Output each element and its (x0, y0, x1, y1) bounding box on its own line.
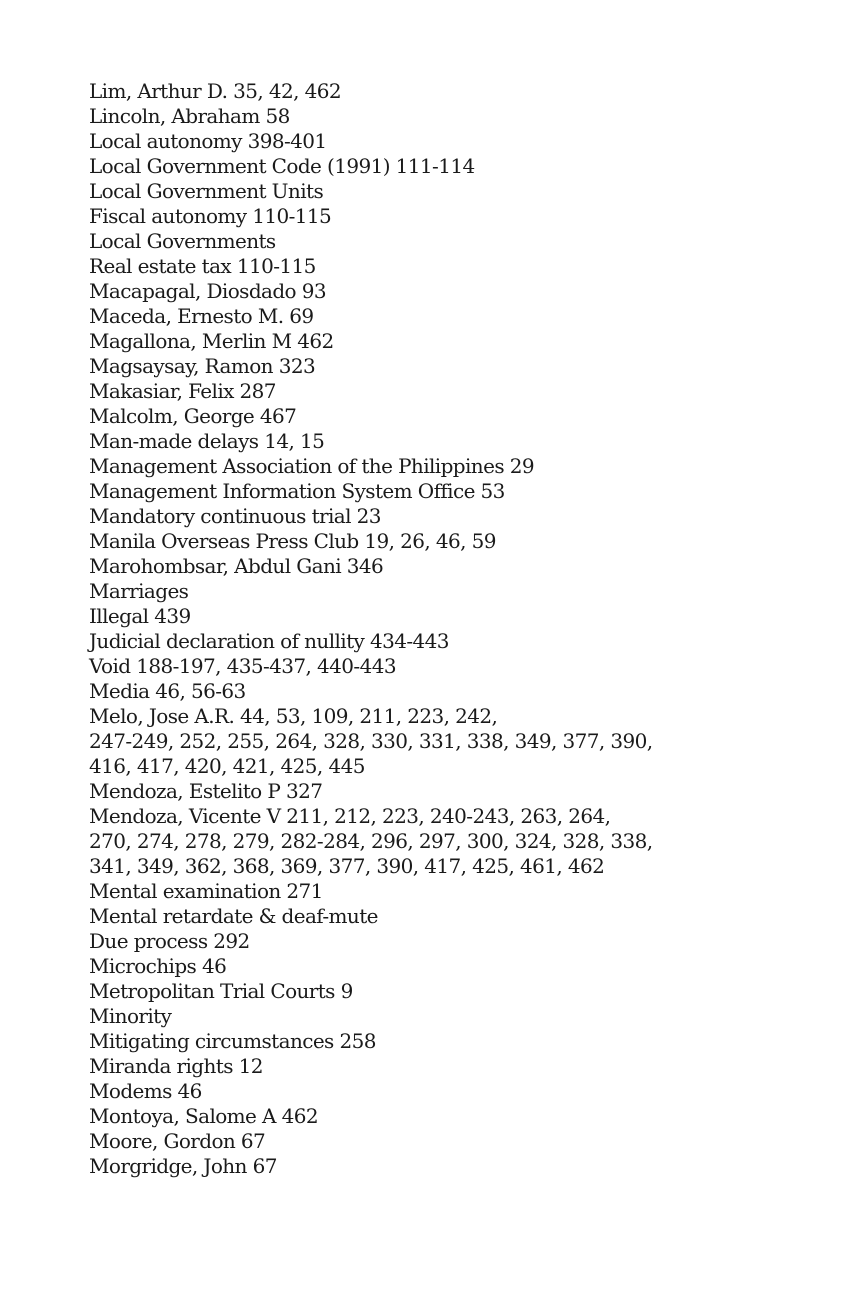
index-entry: Local Government Code (1991) 111-114 (89, 154, 475, 178)
index-entry: Mendoza, Estelito P 327 (89, 779, 323, 803)
index-entry: Magallona, Merlin M 462 (89, 329, 334, 353)
index-entry: Local Government Units (89, 179, 324, 203)
index-entry: Moore, Gordon 67 (89, 1129, 266, 1153)
index-entry: Morgridge, John 67 (89, 1154, 277, 1178)
index-entry: Magsaysay, Ramon 323 (89, 354, 316, 378)
index-entry: Montoya, Salome A 462 (89, 1104, 319, 1128)
index-entry: Minority (89, 1004, 172, 1028)
index-entry: Metropolitan Trial Courts 9 (89, 979, 353, 1003)
index-entry: Manila Overseas Press Club 19, 26, 46, 59 (89, 529, 496, 553)
index-entry: Modems 46 (89, 1079, 202, 1103)
index-entry: Man-made delays 14, 15 (89, 429, 325, 453)
index-entry: Local autonomy 398-401 (89, 129, 327, 153)
index-entry: Microchips 46 (89, 954, 227, 978)
index-entry: Mental retardate & deaf-mute (89, 904, 378, 928)
index-entry: Mandatory continuous trial 23 (89, 504, 381, 528)
index-entry: Makasiar, Felix 287 (89, 379, 276, 403)
index-entry: Void 188-197, 435-437, 440-443 (89, 654, 396, 678)
index-entry: Management Information System Office 53 (89, 479, 505, 503)
index-entry: Local Governments (89, 229, 276, 253)
index-entry: Management Association of the Philippines 29 (89, 454, 534, 478)
index-entry: Melo, Jose A.R. 44, 53, 109, 211, 223, 242, 247-249, 252, 255, 264, 328, 330, 331, 338, 349, 377, 390, 416, 417, 420, 421, 425, 445 (89, 704, 653, 778)
index-entry: Miranda rights 12 (89, 1054, 263, 1078)
index-entry: Due process 292 (89, 929, 250, 953)
index-entry: Fiscal autonomy 110-115 (89, 204, 332, 228)
index-entry: Malcolm, George 467 (89, 404, 297, 428)
index-entry: Lincoln, Abraham 58 (89, 104, 290, 128)
index-entry: Maceda, Ernesto M. 69 (89, 304, 314, 328)
index-entry: Marohombsar, Abdul Gani 346 (89, 554, 384, 578)
index-entry: Lim, Arthur D. 35, 42, 462 (89, 79, 342, 103)
index-entry: Mitigating circumstances 258 (89, 1029, 376, 1053)
index-entry: Illegal 439 (89, 604, 191, 628)
index-entry: Macapagal, Diosdado 93 (89, 279, 327, 303)
index-entry: Marriages (89, 579, 189, 603)
index-entry: Mendoza, Vicente V 211, 212, 223, 240-243, 263, 264, 270, 274, 278, 279, 282-284, 296, 297, 300, 324, 328, 338, 341, 349, 362, 368, 369, 377, 390, 417, 425, 461, 462 (89, 804, 653, 878)
index-list (89, 79, 789, 1179)
index-entry: Real estate tax 110-115 (89, 254, 316, 278)
index-entry: Judicial declaration of nullity 434-443 (89, 629, 449, 653)
index-entry: Mental examination 271 (89, 879, 323, 903)
index-entry: Media 46, 56-63 (89, 679, 246, 703)
